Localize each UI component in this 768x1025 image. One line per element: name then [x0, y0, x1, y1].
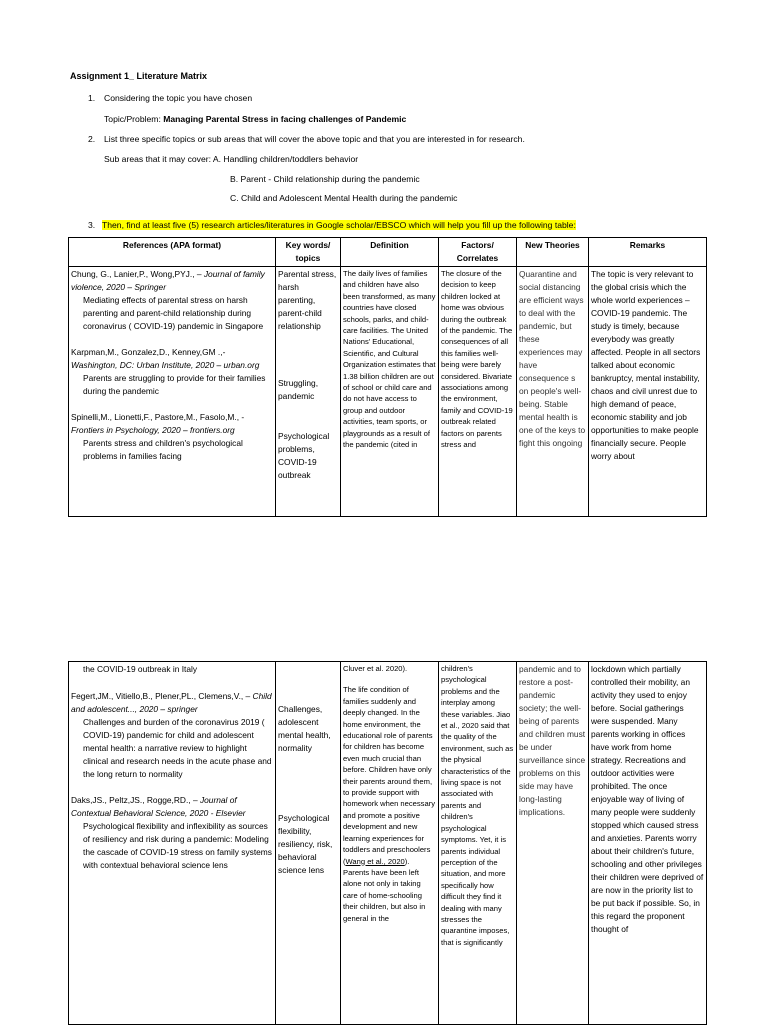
reference-title: Challenges and burden of the coronavirus 2019 ( COVID-19) pandemic for child and adolescent mental health: a narrative review to highlight clinical and research needs in the acute phase and the long return to normality: [83, 717, 272, 779]
header-factors: Factors/ Correlates: [439, 238, 517, 267]
theories-cell: Quarantine and social distancing are efficient ways to deal with the pandemic, but these experiences may have consequence s on people's well-being. Stable mental health is one of the keys to fight this ongoing: [517, 267, 589, 517]
item-1-text: Considering the topic you have chosen: [104, 93, 253, 103]
topic-line: [104, 114, 406, 124]
reference-title: Mediating effects of parental stress on harsh parenting and parent-child relationship during coronavirus ( COVID-19) pandemic in Singapore: [83, 295, 264, 331]
keywords-entry: Psychological flexibility, resiliency, risk, behavioral science lens: [278, 813, 333, 875]
reference-entry: Spinelli,M., Lionetti,F., Pastore,M., Fasolo,M., - Frontiers in Psychology, 2020 – frontiers.org Parents stress and children's psychological problems in families facing: [71, 411, 273, 463]
references-cell: [69, 267, 276, 517]
table-header-row: [69, 238, 707, 267]
remarks-cell: The topic is very relevant to the global crisis which the whole world experiences – COVID-19 pandemic. The study is timely, because everybody was greatly affected. People in all sectors talked about economic bankruptcy, mental instability, chaos and civil unrest due to high demand of peace, economic stability and job opportunities to make people financially secure. People worry about: [589, 267, 707, 517]
definition-citation: Cluver et al. 2020).: [343, 664, 408, 673]
sub-areas-intro: Sub areas that it may cover: A. Handling children/toddlers behavior: [104, 154, 359, 164]
reference-continued: the COVID-19 outbreak in Italy: [83, 664, 198, 674]
item-2-number: 2.: [88, 134, 96, 144]
table-row: [69, 267, 707, 517]
reference-title: Parents stress and children's psychological problems in families facing: [83, 438, 243, 461]
document-title: Assignment 1_ Literature Matrix: [70, 71, 208, 81]
topic-value: Managing Parental Stress in facing challenges of Pandemic: [163, 114, 407, 124]
keywords-cell: [276, 662, 341, 1025]
citation-link[interactable]: Wang et al., 2020: [345, 856, 405, 866]
factors-cell: The closure of the decision to keep children locked at home was obvious during the outbreak of the pandemic. The consequences of all this families well-being were barely considered. Bivariate associations among the environment, family and COVID-19 outbreak related factors on parents stress and: [439, 267, 517, 517]
header-theories: New Theories: [517, 238, 589, 267]
item-1-number: 1.: [88, 93, 96, 103]
header-references: References (APA format): [69, 238, 276, 267]
definition-cell: The daily lives of families and children have also been transformed, as many countries have closed schools, parks, and child-care facilities. The United Nations' Educational, Scientific, and Cultural Organization estimates that 1.38 billion children are out of school or child care and do not have access to group and outdoor activities, team sports, or playgrounds as a result of the pandemic (cited in: [341, 267, 439, 517]
literature-matrix-table-continued: [68, 661, 707, 1025]
reference-entry: Fegert,JM., Vitiello,B., Plener,PL., Clemens,V., – Child and adolescent..., 2020 – springer Challenges and burden of the coronavirus 2019 ( COVID-19) pandemic for child and adolescent mental health: a narrative review to highlight clinical and research needs in the acute phase and the long return to normality: [71, 691, 272, 779]
reference-entry: Karpman,M., Gonzalez,D., Kenney,GM .,- Washington, DC: Urban Institute, 2020 – urban.org Parents are struggling to provide for their families during the pandemic: [71, 346, 273, 398]
sub-area-b: B. Parent - Child relationship during the pandemic: [230, 174, 420, 184]
keywords-entry: Psychological problems, COVID-19 outbreak: [278, 431, 330, 480]
header-remarks: Remarks: [589, 238, 707, 267]
header-keywords: Key words/ topics: [276, 238, 341, 267]
theories-cell: pandemic and to restore a post-pandemic society; the well-being of parents and children must be under surveillance since problems on this side may have long-lasting implications.: [517, 662, 589, 1025]
item-3-text: [102, 220, 576, 230]
literature-matrix-table: [68, 237, 707, 517]
reference-entry: Chung, G., Lanier,P., Wong,PYJ., – Journal of family violence, 2020 – Springer Mediating effects of parental stress on harsh parenting and parent-child relationship during coronavirus ( COVID-19) pandemic in Singapore: [71, 268, 273, 333]
sub-area-c: C. Child and Adolescent Mental Health during the pandemic: [230, 193, 458, 203]
item-2-text: List three specific topics or sub areas that will cover the above topic and that you are interested in for research.: [104, 134, 525, 144]
table-row: [69, 662, 707, 1025]
item-3-highlight: Then, find at least five (5) research articles/literatures in Google scholar/EBSCO which will help you fill up the following table:: [102, 220, 576, 230]
keywords-entry: Challenges, adolescent mental health, normality: [278, 704, 331, 753]
factors-cell: children's psychological problems and the interplay among these variables. Jiao et al., 2020 said that the quality of the environment, such as the physical characteristics of the living space is not associated with parents and children's psychological symptoms. Yet, it is parents individual perception of the situation, and more specifically how difficult they find it dealing with many stresses the quarantine imposes, that is significantly: [439, 662, 517, 1025]
reference-title: Psychological flexibility and inflexibility as sources of resiliency and risk during a pandemic: Modeling the cascade of COVID-19 stress on family systems with contextual behavioral science lens: [83, 821, 272, 870]
keywords-entry: Struggling, pandemic: [278, 378, 319, 401]
header-definition: Definition: [341, 238, 439, 267]
remarks-cell: lockdown which partially controlled their mobility, an activity they used to enjoy before. Social gatherings were suspended. Many parents working in offices have work from home strategy. Recreations and outdoor activities were prohibited. The once enjoyable way of living of many people were suddenly stopped which caused stress and anxieties. Parents worry about their children's future, schooling and other privileges their children were deprived of are now in the priority list to be put back if possible. So, in this regard the proponent thought of: [589, 662, 707, 1025]
references-cell: [69, 662, 276, 1025]
definition-cell: Cluver et al. 2020). The life condition of families suddenly and deeply changed. In the home environment, the educational role of parents for children has become even much crucial than before. Children have only their parents around them, to provide support with homework when necessary and promote a positive development and new learning experiences for toddlers and preschoolers (Wang et al., 2020). Parents have been left alone not only in taking care of home-schooling their children, but also in general in the: [341, 662, 439, 1025]
reference-entry: Daks,JS., Peltz,JS., Rogge,RD., – Journal of Contextual Behavioral Science, 2020 - Elsevier Psychological flexibility and inflexibility as sources of resiliency and risk during a pandemic: Modeling the cascade of COVID-19 stress on family systems with contextual behavioral science lens: [71, 795, 272, 870]
item-3-number: 3.: [88, 220, 96, 230]
keywords-cell: [276, 267, 341, 517]
reference-title: Parents are struggling to provide for their families during the pandemic: [83, 373, 266, 396]
topic-label: Topic/Problem:: [104, 114, 164, 124]
keywords-entry: Parental stress, harsh parenting, parent-child relationship: [278, 269, 337, 331]
